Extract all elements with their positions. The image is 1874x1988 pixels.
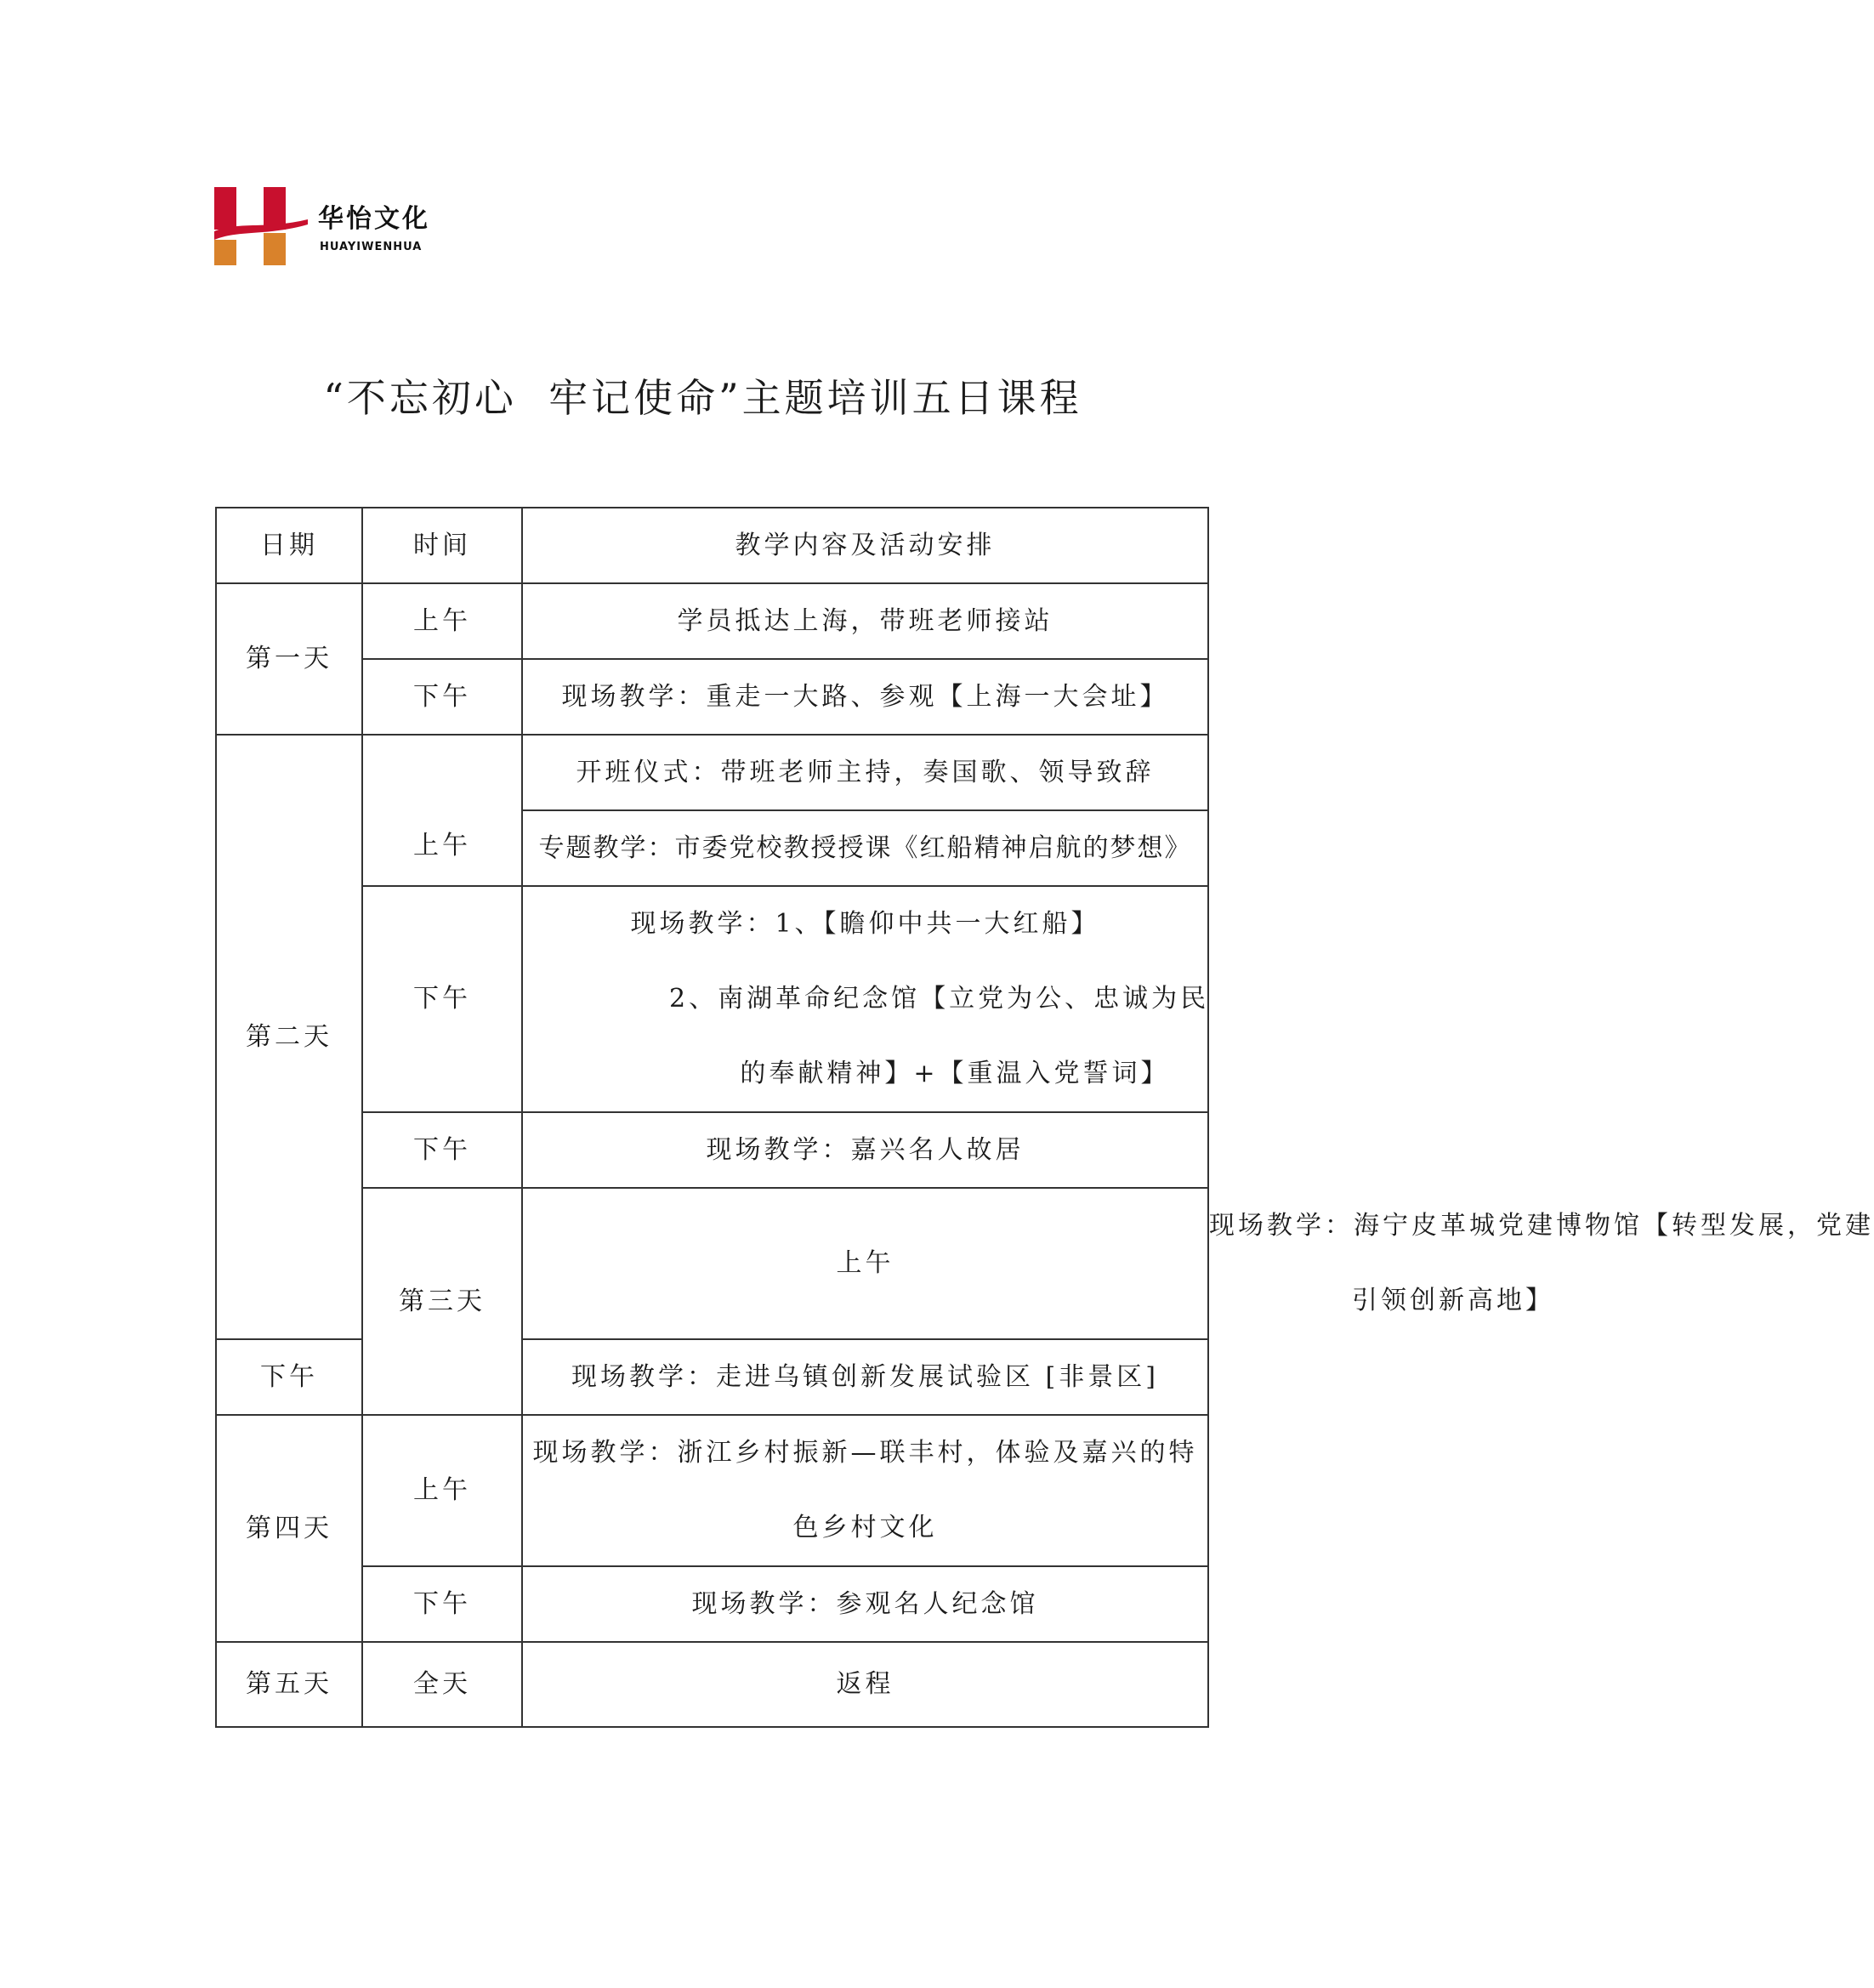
schedule-table — [215, 507, 1874, 1728]
table-row — [216, 886, 1208, 1112]
time-cell: 全天 — [362, 1642, 522, 1727]
content-cell: 现场教学：嘉兴名人故居 — [522, 1112, 1208, 1188]
content-cell — [522, 1415, 1208, 1566]
day-label: 第五天 — [216, 1642, 362, 1727]
content-line: 色乡村文化 — [792, 1513, 938, 1542]
content-line: 2、南湖革命纪念馆【立党为公、忠诚为民 — [669, 984, 1210, 1014]
brand-name-cn: 华怡文化 — [318, 204, 430, 234]
table-row: 第三天 上午 现场教学：海宁皮革城党建博物馆【转型发展，党建 引领创新高地】 — [216, 1188, 1208, 1339]
time-cell: 下午 — [362, 886, 522, 1112]
time-cell: 下午 — [216, 1339, 362, 1415]
brand-name-en: HUAYIWENHUA — [320, 241, 423, 253]
table-header-row — [216, 508, 1208, 583]
time-cell: 下午 — [362, 1566, 522, 1642]
header-date: 日期 — [216, 508, 362, 583]
table-row — [216, 659, 1208, 735]
content-cell: 现场教学：参观名人纪念馆 — [522, 1566, 1208, 1642]
content-line: 现场教学：浙江乡村振新—联丰村，体验及嘉兴的特 — [532, 1438, 1198, 1468]
table-row — [216, 1415, 1208, 1566]
table-row — [216, 1112, 1208, 1188]
table-row — [216, 583, 1208, 659]
time-cell: 上午 — [362, 583, 522, 659]
day-label: 第三天 — [362, 1188, 522, 1415]
content-cell: 返程 — [522, 1642, 1208, 1727]
header-time: 时间 — [362, 508, 522, 583]
time-cell: 下午 — [362, 1112, 522, 1188]
document-title: “不忘初心 牢记使命”主题培训五日课程 — [323, 375, 1082, 421]
table-row — [216, 735, 1208, 810]
day-label: 第一天 — [216, 583, 362, 735]
table-row — [216, 1642, 1208, 1727]
content-line: 引领创新高地】 — [1352, 1286, 1554, 1315]
content-cell: 专题教学：市委党校教授授课《红船精神启航的梦想》 — [522, 810, 1208, 886]
time-cell: 上午 — [522, 1188, 1208, 1339]
header-content: 教学内容及活动安排 — [522, 508, 1208, 583]
day-label: 第二天 — [216, 735, 362, 1339]
company-logo — [214, 187, 469, 265]
content-cell: 现场教学：重走一大路、参观【上海一大会址】 — [522, 659, 1208, 735]
time-cell: 下午 — [362, 659, 522, 735]
content-line: 的奉献精神】+【重温入党誓词】 — [740, 1059, 1170, 1088]
time-cell: 上午 — [362, 735, 522, 886]
day-label: 第四天 — [216, 1415, 362, 1642]
table-row — [216, 1566, 1208, 1642]
content-cell: 开班仪式：带班老师主持，奏国歌、领导致辞 — [522, 735, 1208, 810]
huayi-logo-mark-icon — [214, 187, 308, 265]
content-cell: 学员抵达上海，带班老师接站 — [522, 583, 1208, 659]
content-cell: 现场教学：走进乌镇创新发展试验区 [非景区] — [522, 1339, 1208, 1415]
time-cell: 上午 — [362, 1415, 522, 1566]
content-cell — [522, 886, 1208, 1112]
content-line: 现场教学：1、【瞻仰中共一大红船】 — [630, 909, 1100, 939]
